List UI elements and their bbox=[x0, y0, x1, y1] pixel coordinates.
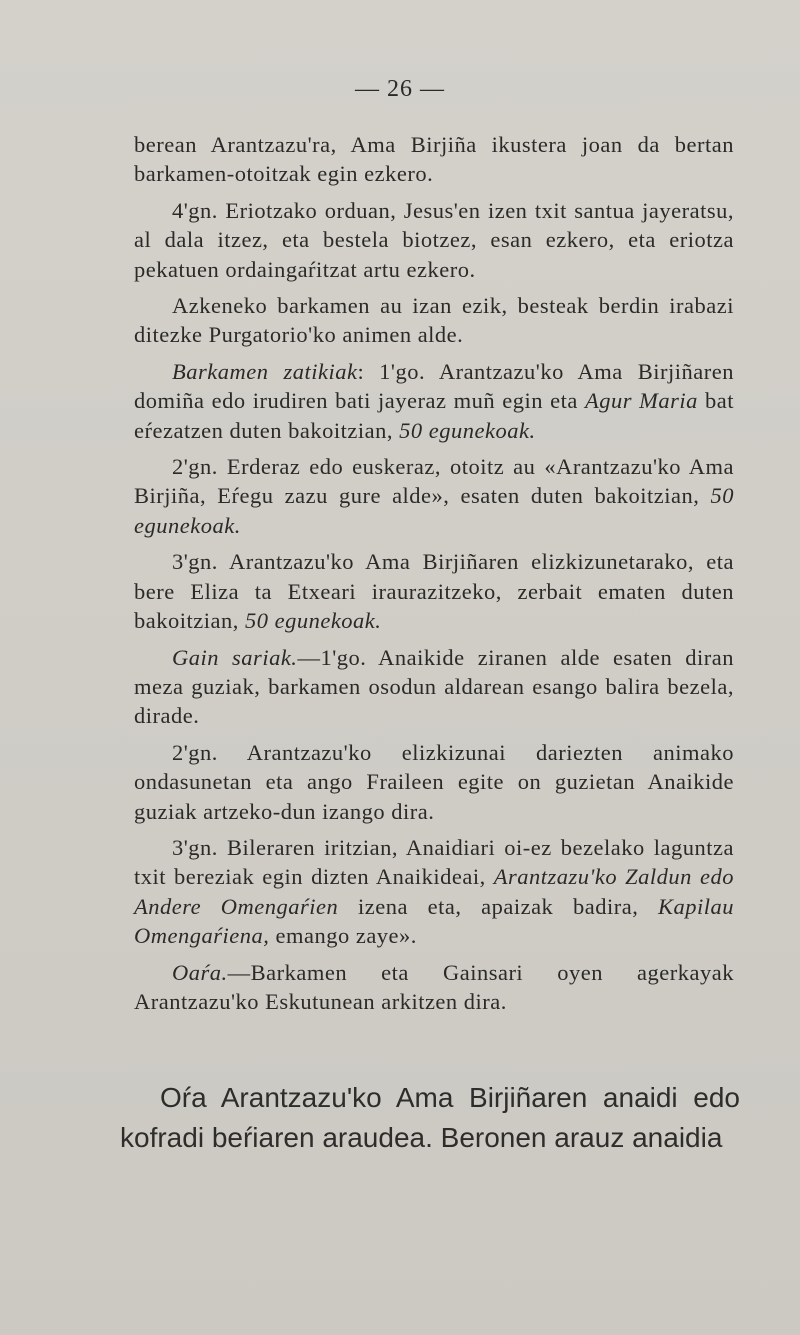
page-number: — 26 — bbox=[355, 76, 445, 102]
paragraph-7 bbox=[134, 643, 734, 731]
bottom-sans-text bbox=[120, 1078, 740, 1158]
body-text bbox=[134, 130, 734, 1023]
paragraph-9-text-a: 3'gn. Bileraren iritzian, Anaidiari oi-ez bezelako laguntza txit bereziak egin dizten Anaikideai, bbox=[134, 834, 734, 890]
paragraph-4 bbox=[134, 357, 734, 445]
paragraph-4-text-a: : 1'go. Arantzazu'ko Ama Birjiñaren domiña edo irudiren bati jayeraz muñ egin eta bbox=[134, 358, 734, 414]
agur-maria: Agur Maria bbox=[584, 388, 698, 414]
paragraph-3: Azkeneko barkamen au izan ezik, besteak berdin irabazi ditezke Purgatorio'ko animen alde. bbox=[134, 293, 734, 348]
paragraph-2: 4'gn. Eriotzako orduan, Jesus'en izen txit santua jayeratsu, al dala itzez, eta bestela biotzez, esan ezkero, eta eriotza pekatuen ordaingaŕitzat artu ezkero. bbox=[134, 197, 734, 282]
paragraph-10 bbox=[134, 958, 734, 1017]
paragraph-4-text-b: bat eŕezatzen duten bakoitzian, bbox=[134, 388, 734, 443]
paragraph-8: 2'gn. Arantzazu'ko elizkizunai dariezten animako ondasunetan eta ango Fraileen egite on guzietan Anaikide guziak artzeko-dun izango dira. bbox=[134, 739, 734, 824]
paragraph-10-text: —Barkamen eta Gainsari oyen agerkayak Arantzazu'ko Eskutunean arkitzen dira. bbox=[134, 959, 734, 1014]
paragraph-9-text-c: emango zaye». bbox=[269, 923, 417, 949]
paragraph-6 bbox=[134, 547, 734, 635]
heading-oara: Oaŕa. bbox=[172, 959, 228, 985]
bottom-paragraph: Oŕa Arantzazu'ko Ama Birjiñaren anaidi edo kofradi beŕiaren araudea. Beronen arauz anaidia bbox=[120, 1082, 740, 1153]
paragraph-1: berean Arantzazu'ra, Ama Birjiña ikustera joan da bertan barkamen-otoitzak egin ezkero. bbox=[134, 132, 734, 187]
paragraph-6-egunekoak: 50 egunekoak. bbox=[244, 608, 382, 634]
kapilau-omengariena: Kapilau Omengaŕiena, bbox=[134, 893, 734, 949]
paragraph-9 bbox=[134, 833, 734, 951]
paragraph-9-text-b: izena eta, apaizak badira, bbox=[338, 893, 658, 919]
paragraph-7-text: —1'go. Anaikide ziranen alde esaten diran meza guziak, barkamen osodun aldarean esango balira bezela, dirade. bbox=[134, 644, 734, 729]
paragraph-5 bbox=[134, 452, 734, 540]
heading-barkamen-zatikiak: Barkamen zatikiak bbox=[172, 358, 358, 384]
paragraph-6-text: 3'gn. Arantzazu'ko Ama Birjiñaren elizkizunetarako, eta bere Eliza ta Etxeari iraurazitzeko, zerbait ematen duten bakoitzian, bbox=[134, 549, 734, 634]
paragraph-5-text: 2'gn. Erderaz edo euskeraz, otoitz au «Arantzazu'ko Ama Birjiña, Eŕegu zazu gure alde», esaten duten bakoitzian, bbox=[134, 454, 734, 509]
heading-gain-sariak: Gain sariak. bbox=[172, 644, 298, 670]
paragraph-5-egunekoak: 50 egunekoak. bbox=[134, 483, 734, 538]
zaldun-andere-omengarien: Arantzazu'ko Zaldun edo Andere Omengaŕien bbox=[134, 864, 734, 919]
paragraph-4-egunekoak: 50 egunekoak. bbox=[399, 417, 536, 443]
